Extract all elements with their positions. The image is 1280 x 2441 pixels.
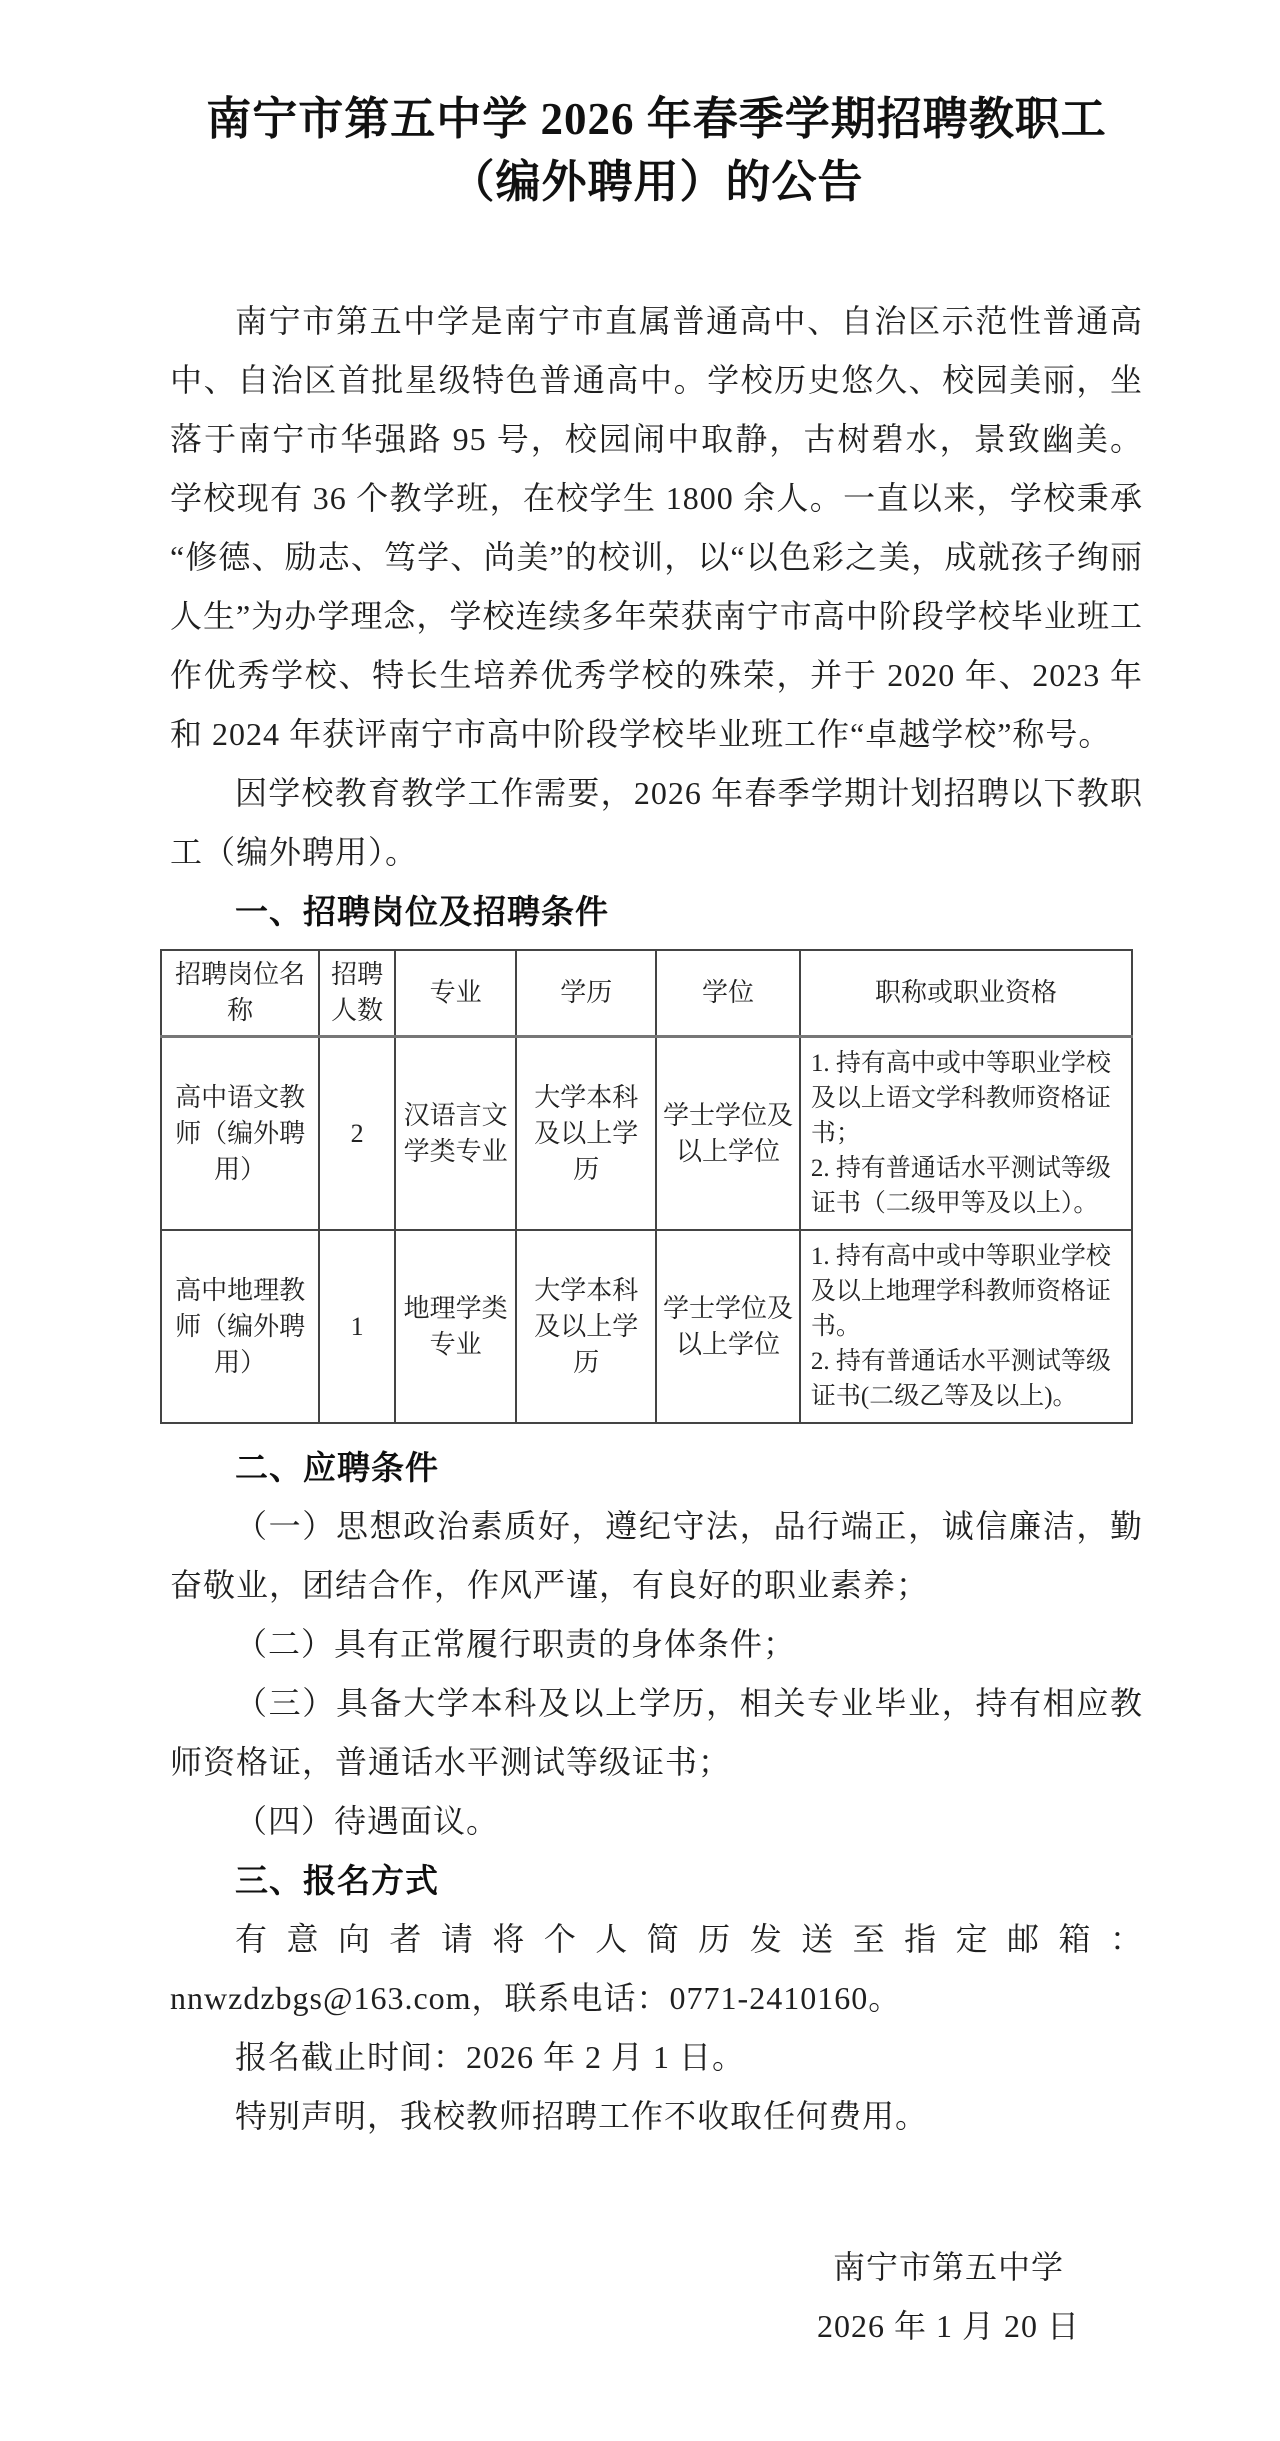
apply-intro-line: 有意向者请将个人简历发送至指定邮箱： xyxy=(235,1921,1143,1957)
header-degree: 学位 xyxy=(656,950,800,1037)
cell-degree: 学士学位及以上学位 xyxy=(656,1037,800,1231)
notice-line: 特别声明，我校教师招聘工作不收取任何费用。 xyxy=(235,2098,929,2134)
table-row xyxy=(161,1037,1132,1231)
cell-count: 1 xyxy=(319,1230,395,1423)
qualification-item-1: 1. 持有高中或中等职业学校及以上地理学科教师资格证书。 xyxy=(810,1243,1111,1340)
cell-count: 2 xyxy=(319,1037,395,1231)
section-2-heading: 二、应聘条件 xyxy=(235,1449,439,1486)
header-post: 招聘岗位名称 xyxy=(161,950,319,1037)
deadline-line: 报名截止时间：2026 年 2 月 1 日。 xyxy=(235,2039,746,2075)
condition-item-4: （四）待遇面议。 xyxy=(235,1803,500,1839)
qualification-item-2: 2. 持有普通话水平测试等级证书(二级乙等及以上)。 xyxy=(810,1348,1111,1410)
condition-item-1: （一）思想政治素质好，遵纪守法，品行端正，诚信廉洁，勤奋敬业，团结合作，作风严谨，有良好的职业素养； xyxy=(170,1508,1143,1603)
cell-degree: 学士学位及以上学位 xyxy=(656,1230,800,1423)
qualification-item-1: 1. 持有高中或中等职业学校及以上语文学科教师资格证书； xyxy=(810,1050,1111,1147)
cell-education: 大学本科及以上学历 xyxy=(516,1037,656,1231)
header-education: 学历 xyxy=(516,950,656,1037)
cell-post: 高中语文教师（编外聘用） xyxy=(161,1037,319,1231)
document-body xyxy=(170,292,1143,2146)
qualification-item-2: 2. 持有普通话水平测试等级证书（二级甲等及以上）。 xyxy=(810,1155,1111,1217)
cell-qualification xyxy=(800,1037,1132,1231)
cell-education: 大学本科及以上学历 xyxy=(516,1230,656,1423)
signature-block xyxy=(0,2238,1280,2356)
page-title xyxy=(170,88,1143,214)
header-qualification: 职称或职业资格 xyxy=(800,950,1132,1037)
section-1-heading: 一、招聘岗位及招聘条件 xyxy=(235,893,609,930)
condition-item-3: （三）具备大学本科及以上学历，相关专业毕业，持有相应教师资格证，普通话水平测试等级证书； xyxy=(170,1685,1143,1780)
document-content xyxy=(170,0,1143,2146)
cell-qualification xyxy=(800,1230,1132,1423)
table-header-row xyxy=(161,950,1132,1037)
section-3-heading: 三、报名方式 xyxy=(235,1862,439,1899)
contact-line: nnwzdzbgs@163.com，联系电话：0771-2410160。 xyxy=(170,1980,902,2016)
recruitment-table xyxy=(160,949,1133,1424)
header-count: 招聘人数 xyxy=(319,950,395,1037)
title-line-2: （编外聘用）的公告 xyxy=(449,157,864,207)
signature-org: 南宁市第五中学 xyxy=(832,2249,1064,2285)
table-row xyxy=(161,1230,1132,1423)
condition-item-2: （二）具有正常履行职责的身体条件； xyxy=(235,1626,797,1662)
signature-date: 2026 年 1 月 20 日 xyxy=(816,2308,1080,2344)
signature-inner xyxy=(817,2238,1080,2356)
intro-paragraph-1: 南宁市第五中学是南宁市直属普通高中、自治区示范性普通高中、自治区首批星级特色普通高中。学校历史悠久、校园美丽，坐落于南宁市华强路 95 号，校园闹中取静，古树碧水，景致幽美。学校现有 36 个教学班，在校学生 1800 余人。一直以来，学校秉承“修德、励志、笃学、尚美”的校训，以“以色彩之美，成就孩子绚丽人生”为办学理念，学校连续多年荣获南宁市高中阶段学校毕业班工作优秀学校、特长生培养优秀学校的殊荣，并于 2020 年、2023 年和 2024 年获评南宁市高中阶段学校毕业班工作“卓越学校”称号。 xyxy=(170,303,1143,752)
cell-major: 汉语言文学类专业 xyxy=(395,1037,516,1231)
cell-major: 地理学类专业 xyxy=(395,1230,516,1423)
intro-paragraph-2: 因学校教育教学工作需要，2026 年春季学期计划招聘以下教职工（编外聘用）。 xyxy=(170,775,1143,870)
cell-post: 高中地理教师（编外聘用） xyxy=(161,1230,319,1423)
title-line-1: 南宁市第五中学 2026 年春季学期招聘教职工 xyxy=(206,94,1107,144)
header-major: 专业 xyxy=(395,950,516,1037)
